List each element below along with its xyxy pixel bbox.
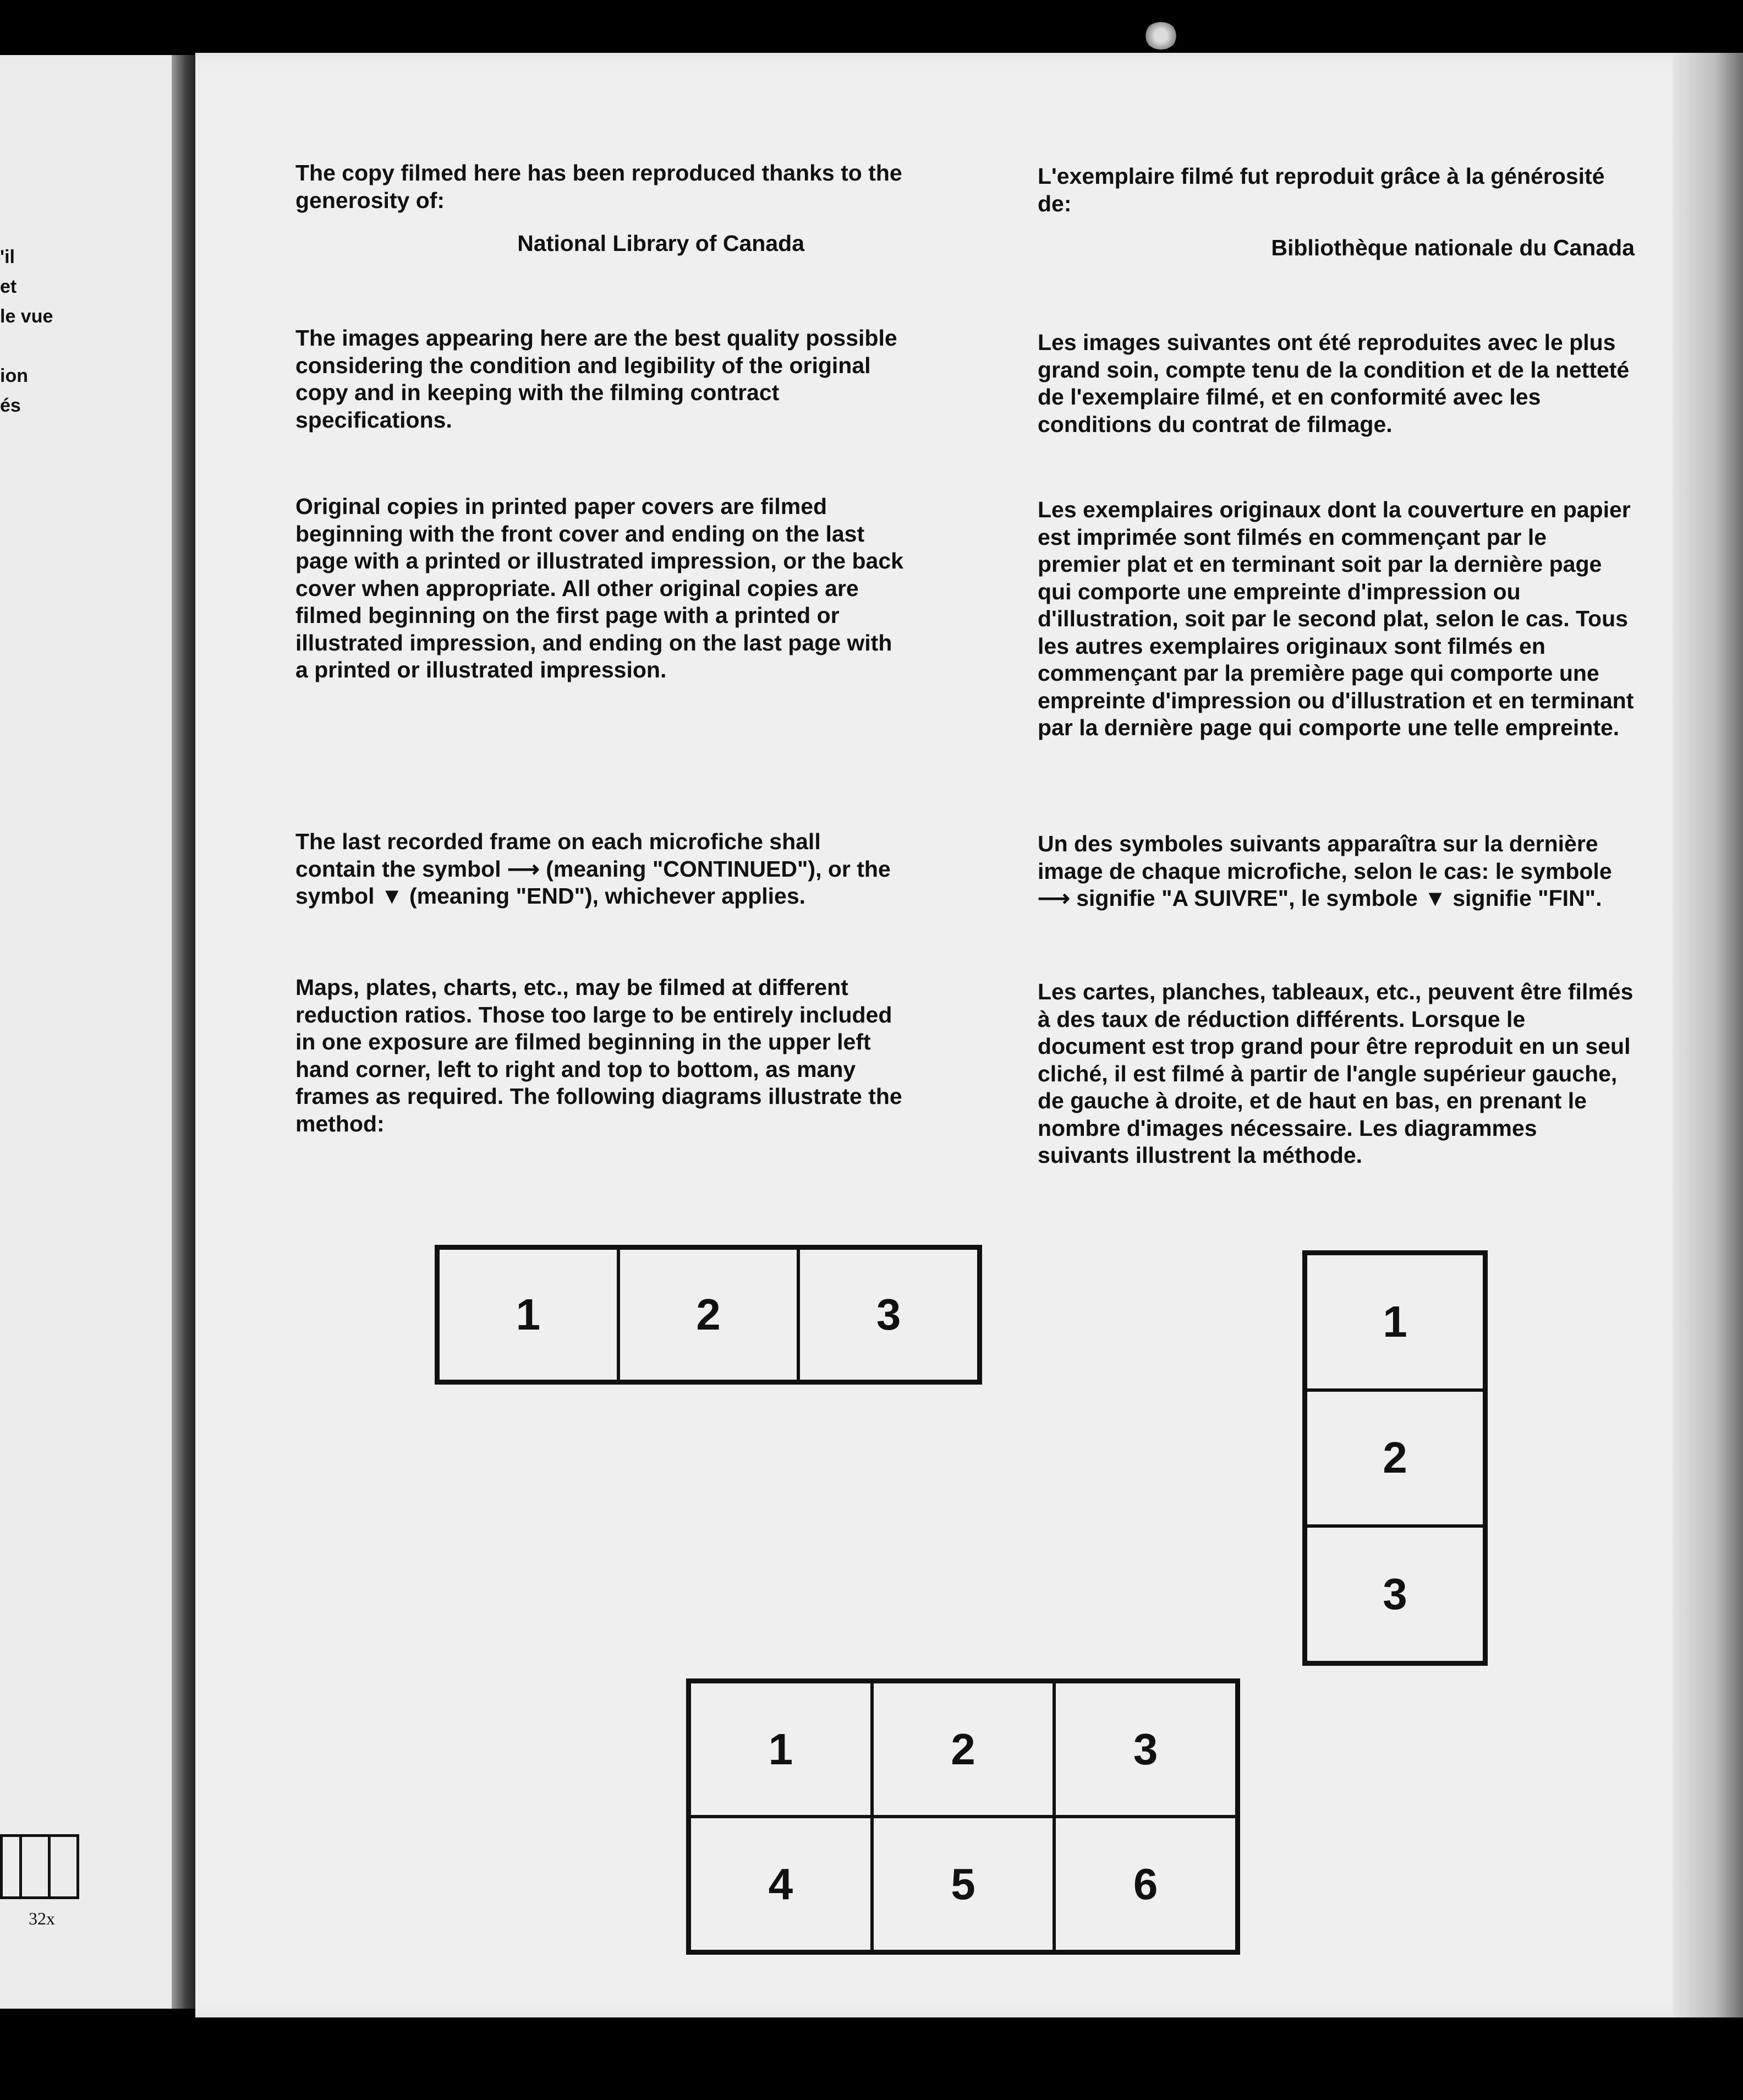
end-triangle-icon: ▼ xyxy=(1424,885,1446,911)
fragment-line: le vue xyxy=(0,306,53,327)
left-page-text-fragments xyxy=(0,242,110,420)
covers-paragraph: Les exemplaires originaux dont la couverture en papier est imprimée sont filmés en commençant par le premier plat et en terminant soit par la dernière page qui comporte une empreinte d'impression ou d'illustration, soit par le second plat, selon le cas. Tous les autres exemplaires originaux sont filmés en commençant par la première page qui comporte une empreinte d'impression ou d'illustration et en terminant par la dernière page qui comporte une telle empreinte. xyxy=(1038,497,1634,740)
frame-cell: 3 xyxy=(798,1248,979,1381)
quality-paragraph: Les images suivantes ont été reproduites avec le plus grand soin, compte tenu de la condition et de la netteté de l'exemplaire filmé, et en conformité avec les conditions du contrat de filmage. xyxy=(1038,330,1630,437)
fragment-line: és xyxy=(0,395,21,416)
quality-paragraph: The images appearing here are the best quality possible considering the condition and legibility of the original copy and in keeping with the filming contract specifications. xyxy=(295,325,897,433)
frame-cell: 2 xyxy=(872,1682,1055,1817)
target-box xyxy=(0,1834,22,1899)
grid-frame-diagram xyxy=(686,1678,1240,1955)
reduction-target-boxes xyxy=(0,1834,79,1899)
page-edge-curl xyxy=(1673,53,1743,2017)
institution-name: National Library of Canada xyxy=(517,231,804,256)
fragment-line: ion xyxy=(0,365,28,386)
symbols-paragraph xyxy=(295,828,906,910)
symbols-text: The last recorded frame on each microfiche shall contain the symbol xyxy=(295,829,821,882)
fragment-line xyxy=(0,331,110,361)
symbols-text: signifie "FIN". xyxy=(1452,885,1602,911)
fragment-line: et xyxy=(0,276,17,297)
continued-arrow-icon: ⟶ xyxy=(1038,885,1070,911)
vertical-frame-diagram xyxy=(1302,1250,1488,1666)
symbols-text: (meaning "CONTINUED"), or the symbol xyxy=(295,856,891,909)
continued-arrow-icon: ⟶ xyxy=(507,856,540,882)
symbols-text: signifie "A SUIVRE", le symbole xyxy=(1076,885,1418,911)
target-box xyxy=(51,1834,79,1899)
end-triangle-icon: ▼ xyxy=(380,883,403,909)
frame-cell: 4 xyxy=(689,1817,872,1951)
institution-name: Bibliothèque nationale du Canada xyxy=(1271,235,1635,260)
maps-paragraph: Maps, plates, charts, etc., may be filmed at different reduction ratios. Those too large to be entirely included in one exposure are filmed beginning in the upper left hand corner, left to right and top to bottom, as many frames as required. The following diagrams illustrate the method: xyxy=(295,975,902,1136)
covers-paragraph: Original copies in printed paper covers are filmed beginning with the front cover and ending on the last page with a printed or illustrated impression, or the back cover when appropriate. All other original copies are filmed beginning on the first page with a printed or illustrated impression, and ending on the last page with a printed or illustrated impression. xyxy=(295,494,903,682)
fragment-line: 'il xyxy=(0,247,15,267)
thanks-paragraph: L'exemplaire filmé fut reproduit grâce à la générosité de: xyxy=(1038,163,1605,216)
frame-cell: 2 xyxy=(618,1248,799,1381)
symbols-paragraph xyxy=(1038,830,1635,912)
target-box xyxy=(22,1834,51,1899)
thanks-paragraph: The copy filmed here has been reproduced thanks to the generosity of: xyxy=(295,160,902,213)
frame-cell: 1 xyxy=(438,1248,618,1381)
frame-cell: 5 xyxy=(872,1817,1055,1951)
dust-speck xyxy=(1144,22,1177,50)
frame-cell: 2 xyxy=(1306,1390,1484,1527)
frame-cell: 1 xyxy=(1306,1254,1484,1390)
maps-paragraph: Les cartes, planches, tableaux, etc., peuvent être filmés à des taux de réduction différents. Lorsque le document est trop grand pour être reproduit en un seul cliché, il est filmé à partir de l'angle supérieur gauche, de gauche à droite, et de haut en bas, en prenant le nombre d'images nécessaire. Les diagrammes suivants illustrent la méthode. xyxy=(1038,979,1634,1168)
reduction-ratio-label: 32x xyxy=(29,1908,55,1928)
frame-cell: 3 xyxy=(1306,1526,1484,1662)
horizontal-frame-diagram xyxy=(435,1245,982,1385)
frame-cell: 1 xyxy=(689,1682,872,1817)
symbols-text: (meaning "END"), whichever applies. xyxy=(409,883,806,909)
frame-cell: 3 xyxy=(1054,1682,1237,1817)
frame-cell: 6 xyxy=(1054,1817,1237,1951)
symbols-text: Un des symboles suivants apparaîtra sur la dernière image de chaque microfiche, selon le cas: le symbole xyxy=(1038,831,1612,884)
